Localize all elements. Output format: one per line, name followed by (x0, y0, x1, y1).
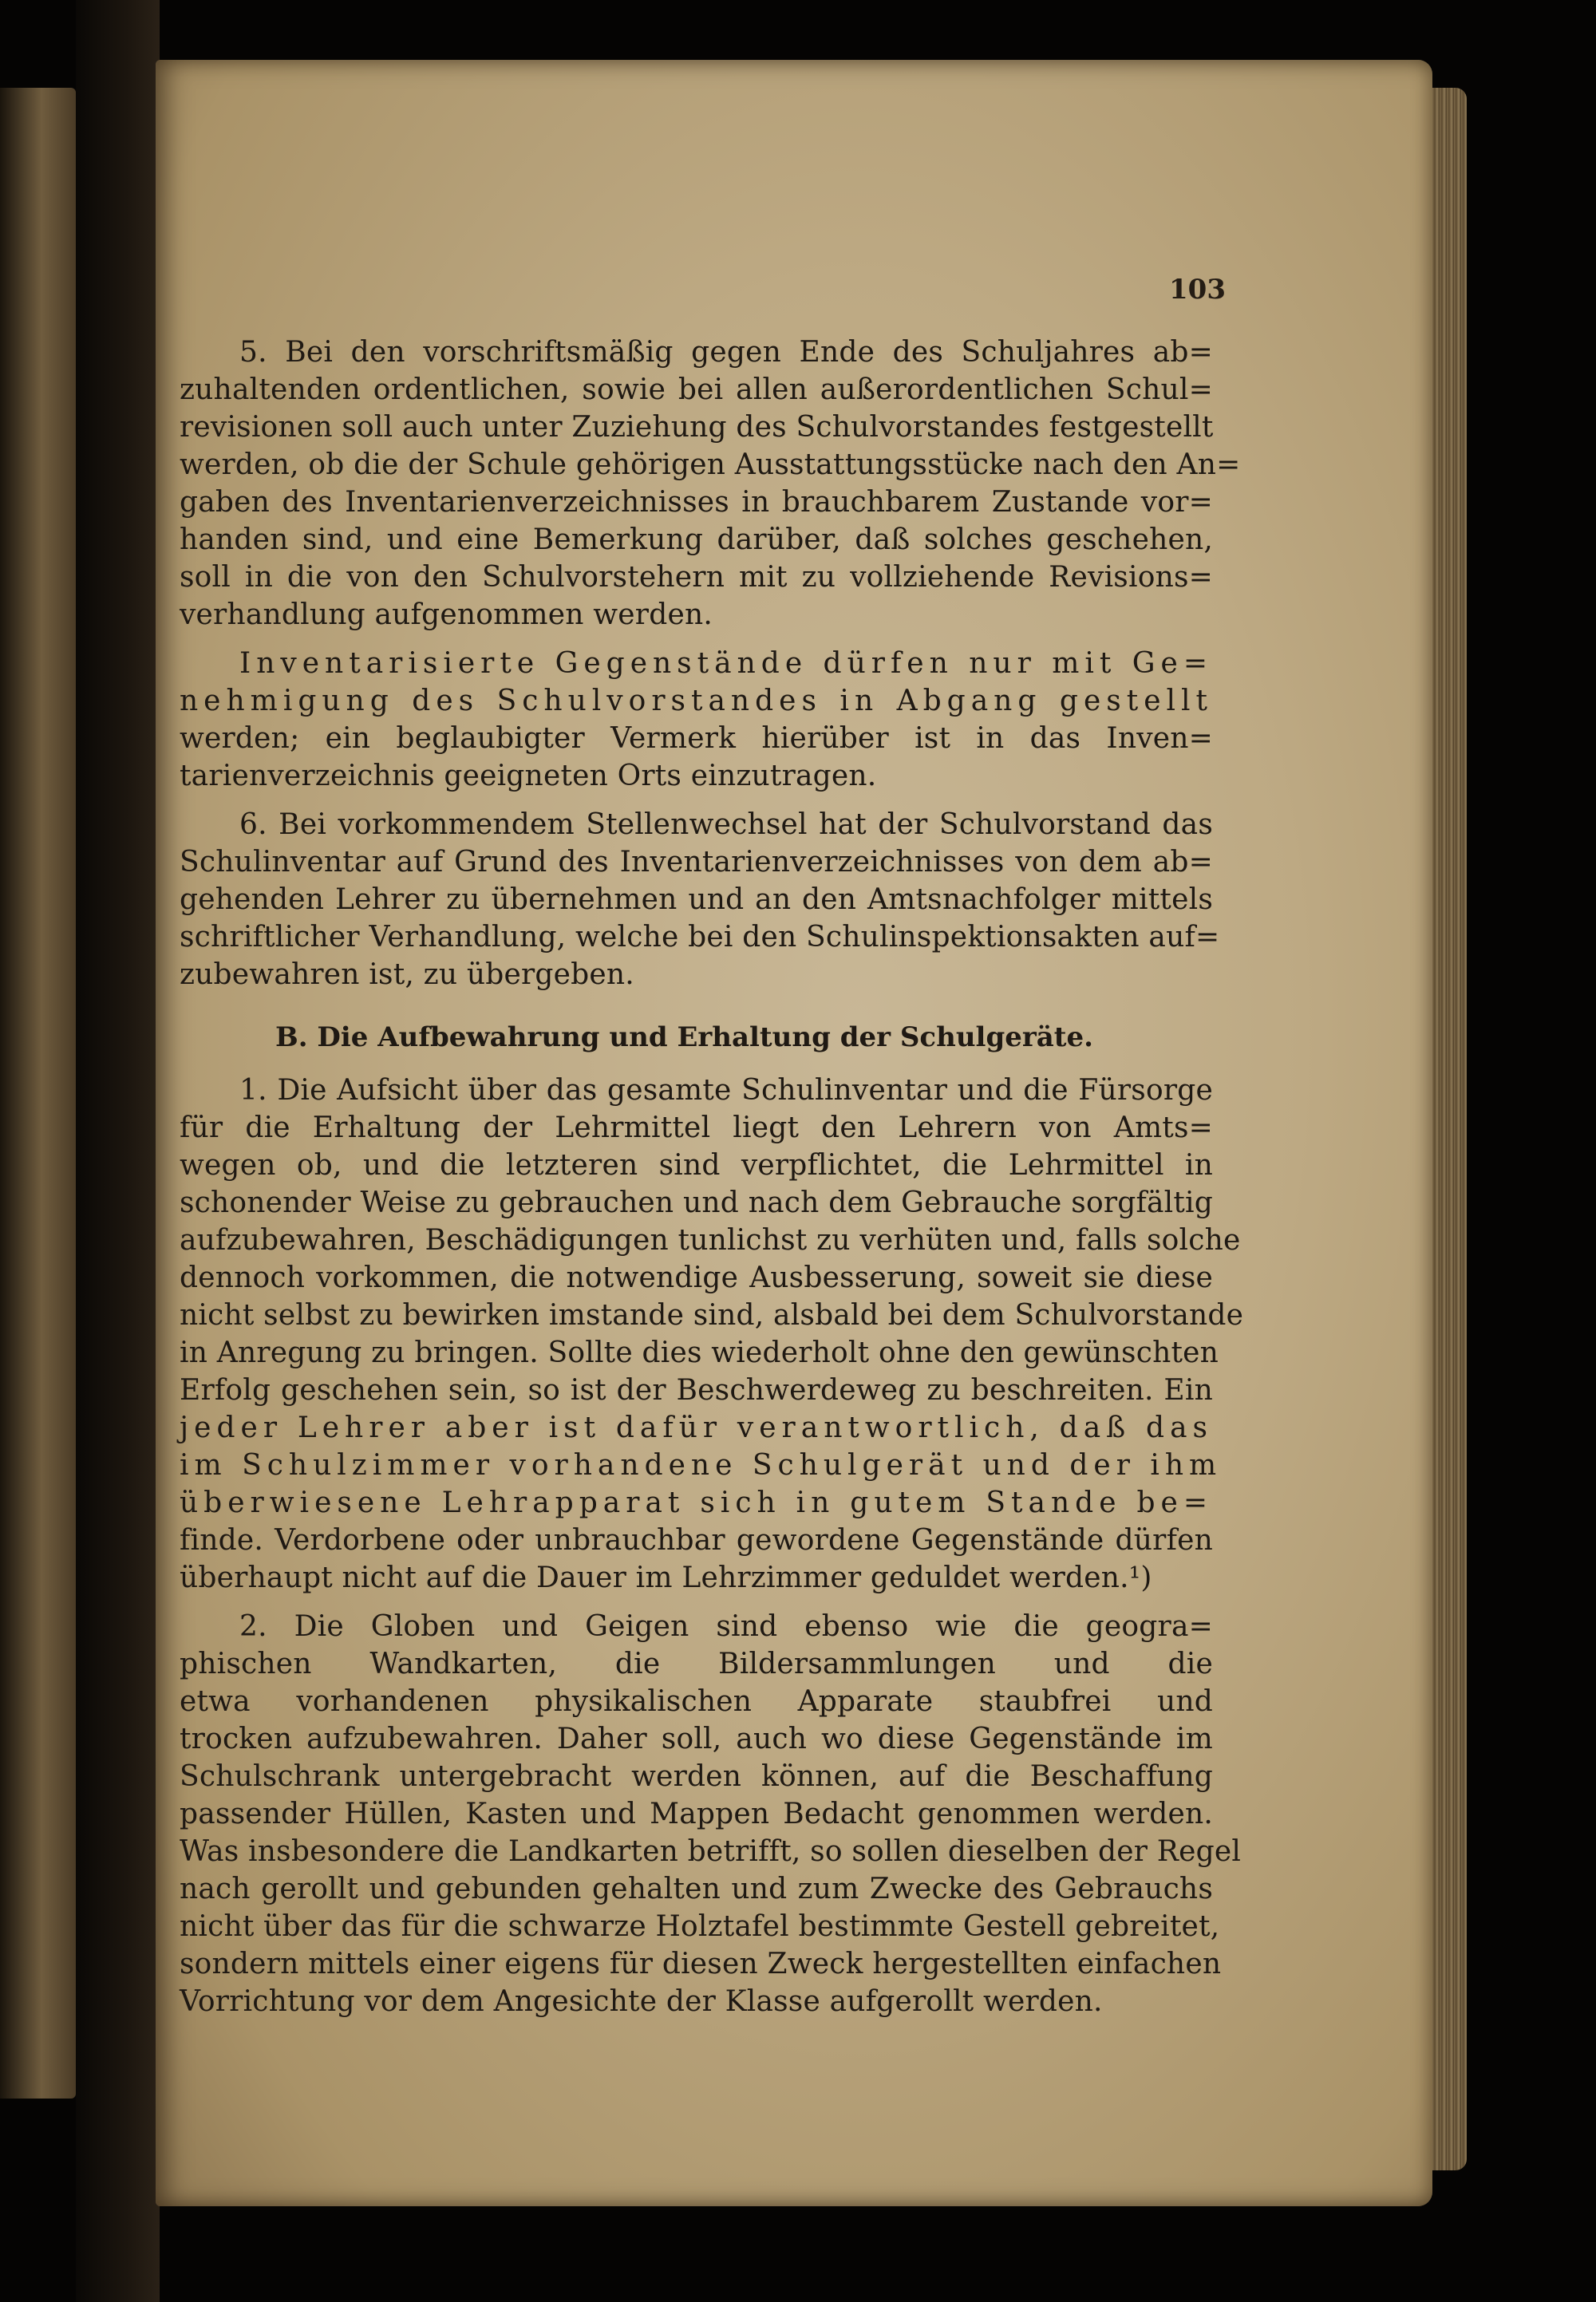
text-line: überwiesene Lehrapparat sich in gutem Stande be= (180, 1487, 1213, 1519)
text-line: trocken aufzubewahren. Daher soll, auch wo diese Gegenstände im (180, 1723, 1213, 1755)
text-line: phischen Wandkarten, die Bildersammlungen und die (180, 1648, 1213, 1680)
text-line: jeder Lehrer aber ist dafür verantwortlich, daß das (180, 1412, 1213, 1444)
text-line: wegen ob, und die letzteren sind verpflichtet, die Lehrmittel in (180, 1149, 1213, 1182)
text-line: gehenden Lehrer zu übernehmen und an den Amtsnachfolger mittels (180, 883, 1213, 916)
page-text (180, 334, 1244, 2020)
text-line: revisionen soll auch unter Zuziehung des Schulvorstandes festgestellt (180, 411, 1214, 444)
book-gutter (76, 0, 160, 2302)
text-line: Vorrichtung vor dem Angesichte der Klasse aufgerollt werden. (180, 1985, 1103, 2018)
text-line: zubewahren ist, zu übergeben. (180, 958, 634, 991)
text-line: aufzubewahren, Beschädigungen tunlichst zu verhüten und, falls solche (180, 1224, 1241, 1257)
text-line: 6. Bei vorkommendem Stellenwechsel hat der Schulvorstand das (239, 808, 1213, 841)
text-line: werden; ein beglaubigter Vermerk hierüber ist in das Inven= (180, 722, 1213, 755)
paragraph-section-5 (180, 334, 1241, 634)
paragraph-inventory (180, 645, 1213, 795)
text-line: zuhaltenden ordentlichen, sowie bei allen außerordentlichen Schul= (180, 373, 1213, 406)
text-line: Schulschrank untergebracht werden können, auf die Beschaffung (180, 1760, 1213, 1793)
text-line: schriftlicher Verhandlung, welche bei den Schulinspektionsakten auf= (180, 921, 1220, 954)
paragraph-b1 (180, 1072, 1244, 1597)
page-number: 103 (1169, 274, 1226, 306)
text-line: handen sind, und eine Bemerkung darüber, daß solches geschehen, (180, 523, 1213, 556)
text-line: werden, ob die der Schule gehörigen Ausstattungsstücke nach den An= (180, 448, 1241, 481)
text-line: verhandlung aufgenommen werden. (180, 598, 713, 631)
text-line: passender Hüllen, Kasten und Mappen Bedacht genommen werden. (180, 1798, 1213, 1830)
text-line: im Schulzimmer vorhandene Schulgerät und der ihm (180, 1449, 1223, 1482)
text-line: 2. Die Globen und Geigen sind ebenso wie die geogra= (239, 1610, 1213, 1643)
left-page-edge (0, 88, 76, 2099)
paragraph-b2 (180, 1608, 1242, 2020)
paragraph-section-6 (180, 806, 1220, 993)
text-line: Inventarisierte Gegenstände dürfen nur mit Ge= (239, 647, 1213, 680)
text-line: nicht über das für die schwarze Holztafel bestimmte Gestell gebreitet, (180, 1910, 1220, 1943)
text-line: in Anregung zu bringen. Sollte dies wiederholt ohne den gewünschten (180, 1337, 1219, 1369)
text-line: sondern mittels einer eigens für diesen Zweck hergestellten einfachen (180, 1948, 1222, 1980)
text-line: 1. Die Aufsicht über das gesamte Schulinventar und die Fürsorge (239, 1074, 1213, 1107)
text-line: etwa vorhandenen physikalischen Apparate staubfrei und (180, 1685, 1213, 1718)
text-line: tarienverzeichnis geeigneten Orts einzutragen. (180, 760, 877, 792)
section-heading-b: B. Die Aufbewahrung und Erhaltung der Schulgeräte. (275, 1021, 1093, 1053)
text-line: nach gerollt und gebunden gehalten und zum Zwecke des Gebrauchs (180, 1873, 1213, 1905)
text-line: nehmigung des Schulvorstandes in Abgang gestellt (180, 685, 1213, 717)
text-line: soll in die von den Schulvorstehern mit zu vollziehende Revisions= (180, 561, 1213, 594)
text-line: überhaupt nicht auf die Dauer im Lehrzimmer geduldet werden.¹) (180, 1562, 1152, 1594)
text-line: für die Erhaltung der Lehrmittel liegt den Lehrern von Amts= (180, 1112, 1213, 1144)
text-line: schonender Weise zu gebrauchen und nach dem Gebrauche sorgfältig (180, 1187, 1213, 1219)
text-line: Erfolg geschehen sein, so ist der Beschwerdeweg zu beschreiten. Ein (180, 1374, 1213, 1407)
text-line: 5. Bei den vorschriftsmäßig gegen Ende des Schuljahres ab= (239, 336, 1213, 369)
text-line: finde. Verdorbene oder unbrauchbar gewordene Gegenstände dürfen (180, 1524, 1213, 1557)
text-line: Was insbesondere die Landkarten betrifft, so sollen dieselben der Regel (180, 1835, 1242, 1868)
text-line: nicht selbst zu bewirken imstande sind, alsbald bei dem Schulvorstande (180, 1299, 1244, 1332)
text-line: gaben des Inventarienverzeichnisses in brauchbarem Zustande vor= (180, 486, 1213, 519)
text-line: dennoch vorkommen, die notwendige Ausbesserung, soweit sie diese (180, 1262, 1213, 1294)
text-line: Schulinventar auf Grund des Inventarienverzeichnisses von dem ab= (180, 846, 1213, 879)
